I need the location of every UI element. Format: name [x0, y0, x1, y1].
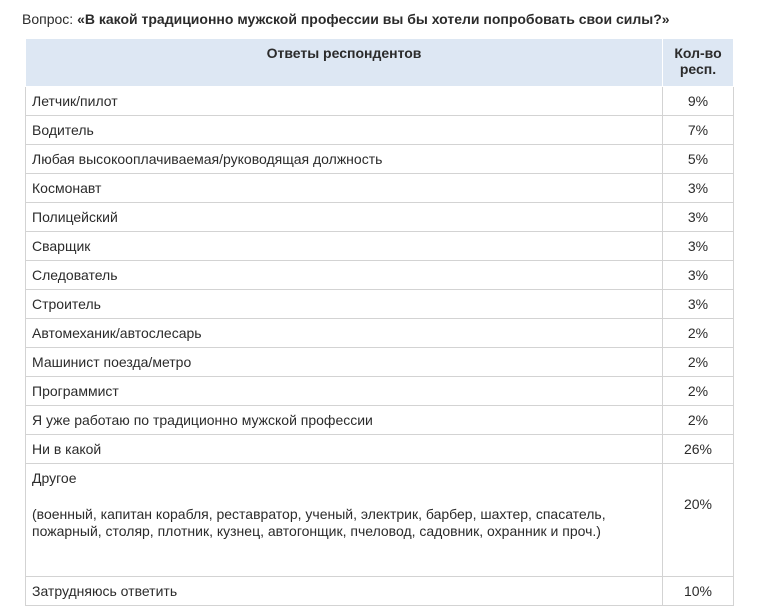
header-count-line1: Кол-во: [674, 45, 722, 61]
table-row: [26, 464, 734, 577]
table-row: [26, 145, 734, 174]
percent-cell: 20%: [663, 464, 734, 577]
table-row: [26, 377, 734, 406]
answer-cell: Затрудняюсь ответить: [26, 577, 663, 606]
header-answers: Ответы респондентов: [26, 39, 663, 87]
percent-cell: 2%: [663, 348, 734, 377]
table-row: [26, 203, 734, 232]
answer-cell: [26, 464, 663, 577]
answer-cell: Автомеханик/автослесарь: [26, 319, 663, 348]
answer-cell: Ни в какой: [26, 435, 663, 464]
table-row: [26, 577, 734, 606]
answer-cell: Программист: [26, 377, 663, 406]
answer-cell: Любая высокооплачиваемая/руководящая должность: [26, 145, 663, 174]
percent-cell: 2%: [663, 377, 734, 406]
table-row: [26, 406, 734, 435]
table-row: [26, 261, 734, 290]
table-row: [26, 290, 734, 319]
header-count: [663, 39, 734, 87]
percent-cell: 3%: [663, 174, 734, 203]
question-prefix: Вопрос:: [22, 11, 78, 27]
answer-cell: Я уже работаю по традиционно мужской профессии: [26, 406, 663, 435]
percent-cell: 3%: [663, 232, 734, 261]
table-header-row: [26, 39, 734, 87]
percent-cell: 3%: [663, 290, 734, 319]
percent-cell: 2%: [663, 406, 734, 435]
answer-cell: Сварщик: [26, 232, 663, 261]
table-row: [26, 232, 734, 261]
percent-cell: 3%: [663, 203, 734, 232]
table-row: [26, 319, 734, 348]
answer-cell: Водитель: [26, 116, 663, 145]
table-row: [26, 348, 734, 377]
percent-cell: 7%: [663, 116, 734, 145]
percent-cell: 3%: [663, 261, 734, 290]
answer-label: Другое: [32, 470, 77, 486]
table-row: [26, 116, 734, 145]
percent-cell: 9%: [663, 87, 734, 116]
header-count-line2: респ.: [679, 61, 717, 77]
answer-cell: Строитель: [26, 290, 663, 319]
answer-cell: Летчик/пилот: [26, 87, 663, 116]
percent-cell: 10%: [663, 577, 734, 606]
answer-cell: Полицейский: [26, 203, 663, 232]
table-row: [26, 87, 734, 116]
table-row: [26, 174, 734, 203]
survey-results-table: [25, 38, 734, 606]
table-row: [26, 435, 734, 464]
answer-detail: (военный, капитан корабля, реставратор, ученый, электрик, барбер, шахтер, спасатель, пожарный, столяр, плотник, кузнец, автогонщик, пчеловод, садовник, охранник и проч.): [32, 506, 606, 539]
answer-cell: Следователь: [26, 261, 663, 290]
percent-cell: 5%: [663, 145, 734, 174]
percent-cell: 26%: [663, 435, 734, 464]
answer-cell: Космонавт: [26, 174, 663, 203]
question-text: «В какой традиционно мужской профессии вы бы хотели попробовать свои силы?»: [77, 11, 670, 27]
answer-cell: Машинист поезда/метро: [26, 348, 663, 377]
survey-question: [22, 10, 670, 28]
percent-cell: 2%: [663, 319, 734, 348]
